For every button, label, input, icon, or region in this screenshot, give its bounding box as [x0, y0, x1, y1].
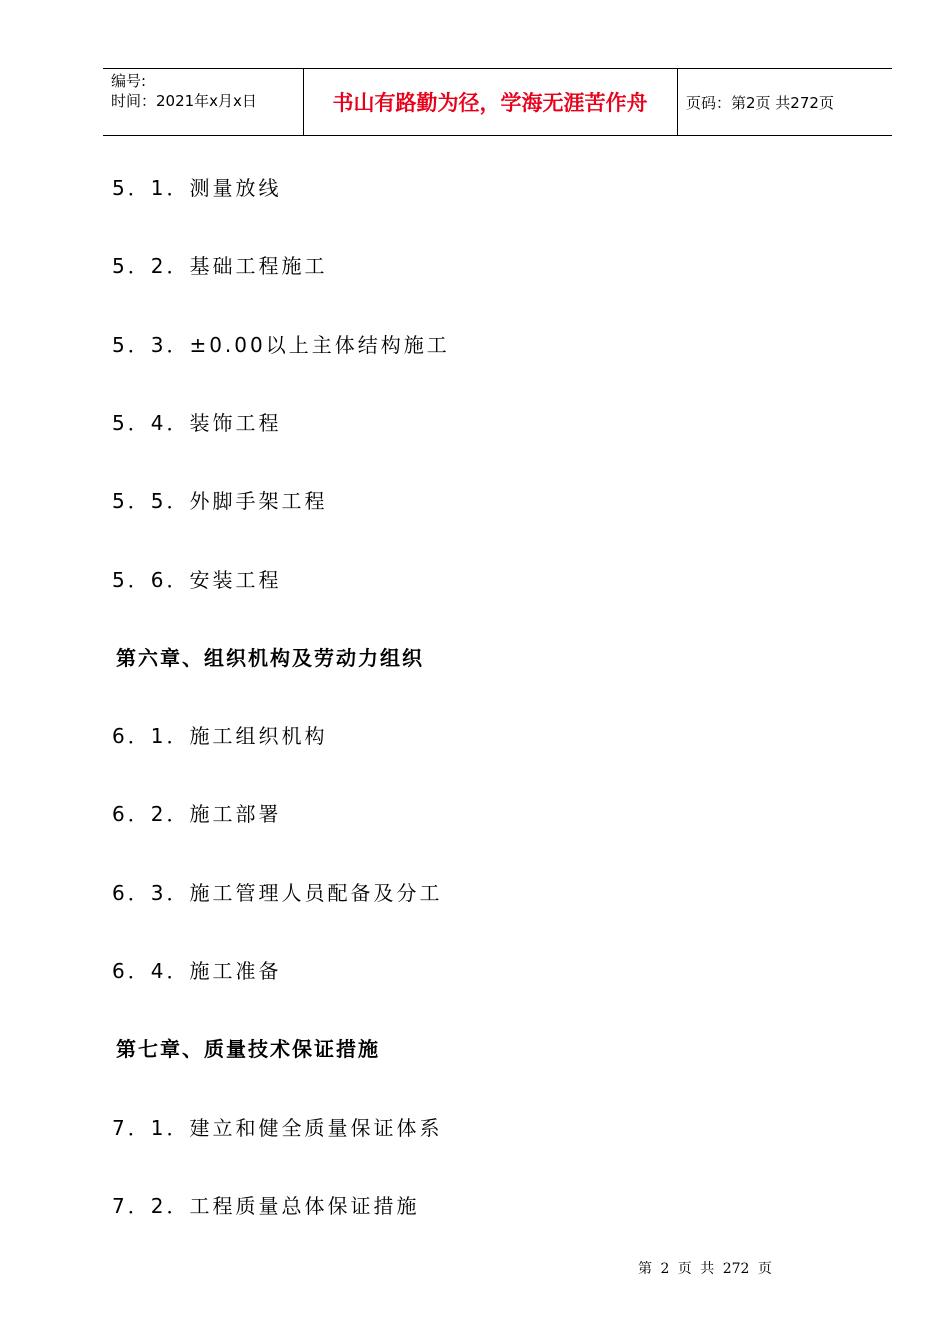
- toc-section-item: 5．3．±0.00以上主体结构施工: [112, 333, 450, 357]
- toc-section-item: 5．4．装饰工程: [112, 411, 282, 435]
- header-meta-cell: [103, 69, 304, 135]
- header-motto: 书山有路勤为径，学海无涯苦作舟: [303, 69, 678, 135]
- toc-chapter-heading: 第七章、质量技术保证措施: [116, 1037, 380, 1061]
- toc-chapter-heading: 第六章、组织机构及劳动力组织: [116, 646, 424, 670]
- document-number-label: 编号:: [111, 72, 147, 90]
- page-footer: 第 2 页 共 272 页: [638, 1261, 772, 1277]
- toc-section-item: 5．1．测量放线: [112, 176, 282, 200]
- toc-section-item: 5．6．安装工程: [112, 568, 282, 592]
- toc-section-item: 6．1．施工组织机构: [112, 724, 328, 748]
- toc-section-item: 6．4．施工准备: [112, 959, 282, 983]
- toc-section-item: 7．1．建立和健全质量保证体系: [112, 1116, 443, 1140]
- toc-section-item: 7．2．工程质量总体保证措施: [112, 1194, 420, 1218]
- toc-section-item: 5．5．外脚手架工程: [112, 489, 328, 513]
- toc-section-item: 6．3．施工管理人员配备及分工: [112, 881, 443, 905]
- header-page-info: 页码：第2页 共272页: [686, 93, 834, 112]
- document-time-label: 时间：2021年x月x日: [111, 92, 257, 110]
- page-header: [103, 68, 892, 136]
- toc-section-item: 5．2．基础工程施工: [112, 254, 328, 278]
- toc-section-item: 6．2．施工部署: [112, 802, 282, 826]
